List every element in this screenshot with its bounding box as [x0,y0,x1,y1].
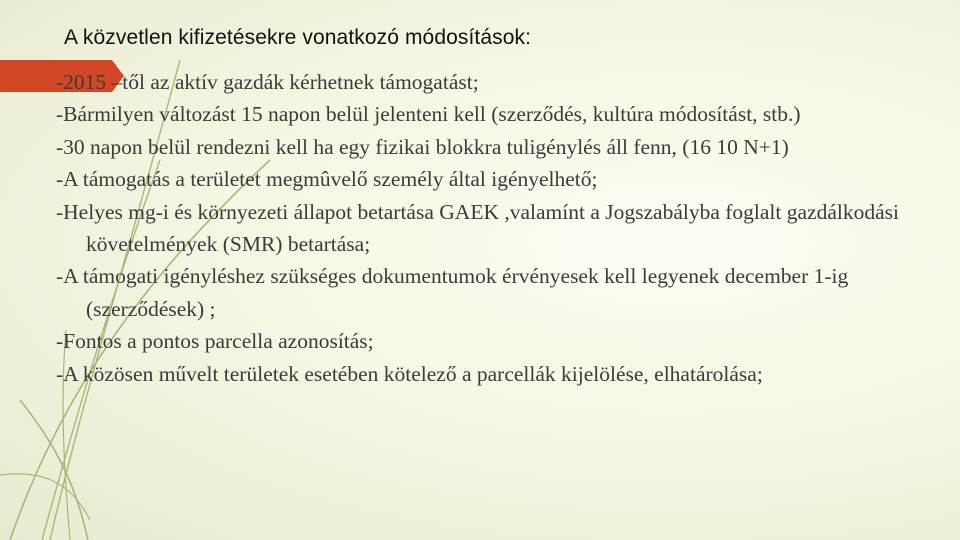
list-item: -A támogati igényléshez szükséges dokumentumok érvényesek kell legyenek december 1-ig (szerződések) ; [56,264,849,321]
list-item: -2015 –től az aktív gazdák kérhetnek támogatást; [56,70,479,94]
list-item: -Helyes mg-i és környezeti állapot betartása GAEK ,valamínt a Jogszabályba foglalt gazdálkodási követelmények (SMR) betartása; [56,199,899,257]
list-item: -Bármilyen változást 15 napon belül jelenteni kell (szerződés, kultúra módosítást, stb.) [56,102,801,127]
list-item: -30 napon belül rendezni kell ha egy fizikai blokkra tuligénylés áll fenn, (16 10 N+1) [56,134,789,159]
list-item: -A támogatás a területet megmûvelő személy által igényelhető; [56,167,598,192]
list-item: -A közösen művelt területek esetében kötelező a parcellák kijelölése, elhatárolása; [56,361,763,386]
deco-stroke-4 [20,400,88,540]
bullet-list [56,66,936,390]
slide-title: A közvetlen kifizetésekre vonatkozó módosítások: [64,26,532,49]
list-item: -Fontos a pontos parcella azonosítás; [56,329,374,354]
